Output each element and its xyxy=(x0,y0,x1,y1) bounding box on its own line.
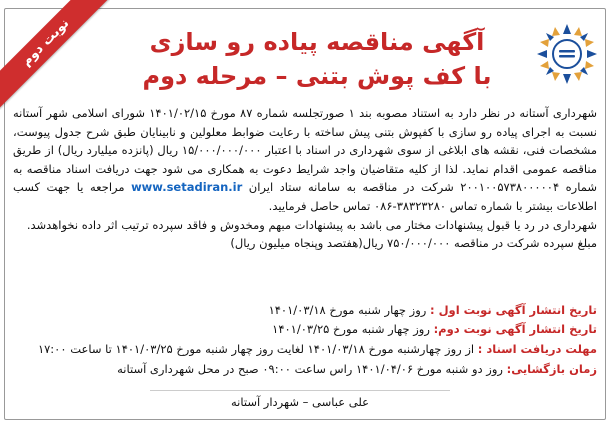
body-paragraph-1 xyxy=(13,104,597,216)
opening-row xyxy=(13,360,597,378)
setadiran-link[interactable]: www.setadiran.ir xyxy=(131,180,243,195)
body-paragraph-1-text: شهرداری آستانه در نظر دارد به استناد مصوبه بند ۱ صورتجلسه شماره ۸۷ مورخ ۱۴۰۱/۰۲/۱۵ شورای اسلامی شهر آستانه نسبت به اجرای پیاده رو سازی با کفپوش بتنی پیش ساخته با رعایت ضوابط معلولین و نابینایان طبق شرح جدول پیوست، مشخصات فنی، نقشه های ابلاغی از سوی شهرداری در اسناد با اعتبار ۱۵/۰۰۰/۰۰۰/۰۰۰ ریال (پانزده میلیارد ریال) از طریق مناقصه عمومی اقدام نماید. لذا از کلیه متقاضیان واجد شرایط دعوت به همکاری می شود جهت دریافت اسناد مناقصه به شماره ۲۰۰۱۰۰۵۷۳۸۰۰۰۰۰۴ شرکت در مناقصه به سامانه ستاد ایران xyxy=(13,106,598,195)
second-publication-label: تاریخ انتشار آگهی نوبت دوم: xyxy=(433,322,597,336)
deadline-label: مهلت دریافت اسناد : xyxy=(477,342,597,356)
footer-divider xyxy=(150,390,450,391)
body-paragraph-2: شهرداری در رد یا قبول پیشنهادات مختار می باشد به پیشنهادات مبهم ومخدوش و فاقد سپرده ترتیب اثر داده نخواهدشد. xyxy=(26,217,597,232)
body-paragraph-1-contact: مراجعه یا جهت کسب اطلاعات بیشتر با شماره تماس ۳۸۳۲۳۲۸۰-۰۸۶ تماس حاصل فرمایید. xyxy=(13,180,597,213)
signature: علی عباسی – شهردار آستانه xyxy=(230,395,369,409)
opening-value: روز دو شنبه مورخ ۱۴۰۱/۰۴/۰۶ راس ساعت ۰۹:۰۰ صبح در محل شهرداری آستانه xyxy=(117,362,503,376)
municipality-logo-icon xyxy=(535,22,599,86)
ad-body xyxy=(13,104,597,253)
ad-title-line-2: با کف پوش بتنی – مرحله دوم xyxy=(142,62,492,90)
corner-ribbon xyxy=(0,0,110,110)
second-publication-value: روز چهار شنبه مورخ ۱۴۰۱/۰۳/۲۵ xyxy=(272,322,430,336)
first-publication-label: تاریخ انتشار آگهی نوبت اول : xyxy=(429,303,597,317)
ribbon-label: نوبت دوم xyxy=(0,0,110,109)
first-publication-value: روز چهار شنبه مورخ ۱۴۰۱/۰۳/۱۸ xyxy=(268,303,427,317)
deadline-value: از روز چهارشنبه مورخ ۱۴۰۱/۰۳/۱۸ لغایت روز چهار شنبه مورخ ۱۴۰۱/۰۳/۲۵ تا ساعت ۱۷:۰۰ xyxy=(37,342,475,356)
body-paragraph-3: مبلغ سپرده شرکت در مناقصه ۷۵۰/۰۰۰/۰۰۰ ریال(هفتصد وپنجاه میلیون ریال) xyxy=(230,236,597,251)
ad-title-line-1: آگهی مناقصه پیاده رو سازی xyxy=(149,28,485,56)
second-publication-row xyxy=(13,320,597,338)
first-publication-row xyxy=(13,301,597,319)
opening-label: زمان بازگشایی: xyxy=(506,362,597,376)
deadline-row xyxy=(13,340,597,358)
